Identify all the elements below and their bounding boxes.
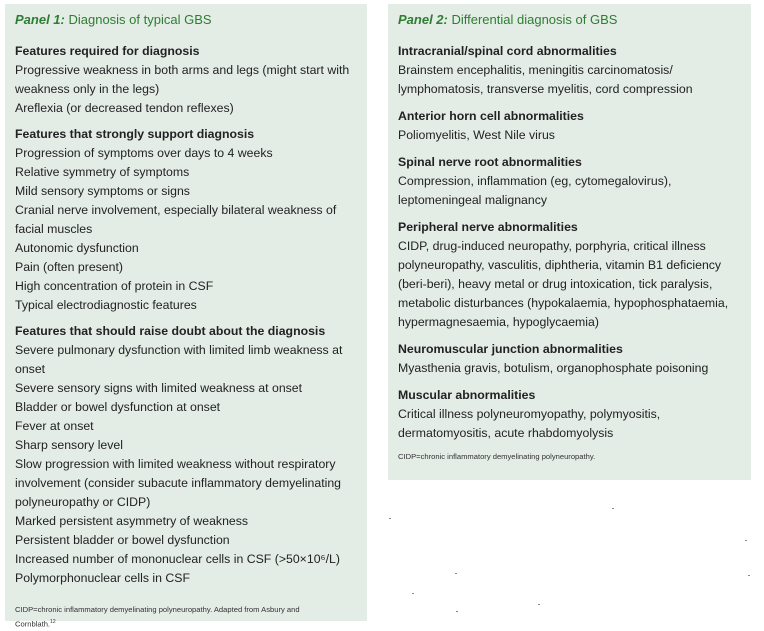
section-line: Myasthenia gravis, botulism, organophosphate poisoning [398,361,709,375]
section-line: Relative symmetry of symptoms [15,165,190,179]
section-line: lymphomatosis, transverse myelitis, cord compression [398,82,693,96]
scan-speck [412,593,414,594]
section-line: CIDP, drug-induced neuropathy, porphyria, critical illness [398,239,706,253]
section-line: Critical illness polyneuromyopathy, polymyositis, [398,407,661,421]
section-line: Persistent bladder or bowel dysfunction [15,533,230,547]
section-line: Autonomic dysfunction [15,241,139,255]
scan-speck [745,540,747,541]
section-line: Sharp sensory level [15,438,123,452]
section-line: Fever at onset [15,419,94,433]
section-line: Polymorphonuclear cells in CSF [15,571,190,585]
section-line: Severe pulmonary dysfunction with limited limb weakness at [15,343,343,357]
scan-speck [748,575,750,576]
section-line: Brainstem encephalitis, meningitis carcinomatosis/ [398,63,673,77]
section [15,42,357,118]
section-line: Typical electrodiagnostic features [15,298,197,312]
section-heading: Intracranial/spinal cord abnormalities [398,44,617,58]
section-line: Slow progression with limited weakness without respiratory [15,457,336,471]
section-line: hypermagnesaemia, hypoglycaemia) [398,315,599,329]
section-line: onset [15,362,46,376]
section-heading: Spinal nerve root abnormalities [398,155,582,169]
section-heading: Neuromuscular junction abnormalities [398,342,623,356]
section-line: facial muscles [15,222,93,236]
scan-speck [538,604,540,605]
section-line: weakness only in the legs) [15,82,160,96]
panel2-title: Panel 2: Differential diagnosis of GBS [398,12,618,27]
section-line: (beri-beri), heavy metal or drug intoxication, tick paralysis, [398,277,713,291]
section-line: Areflexia (or decreased tendon reflexes) [15,101,234,115]
section-line: dermatomyositis, acute rhabdomyolysis [398,426,614,440]
section-line: Mild sensory symptoms or signs [15,184,190,198]
panel2-footnote: CIDP=chronic inflammatory demyelinating polyneuropathy. [398,452,596,461]
section-line: High concentration of protein in CSF [15,279,214,293]
section-line: Progressive weakness in both arms and legs (might start with [15,63,350,77]
section-heading: Peripheral nerve abnormalities [398,220,578,234]
scan-speck [612,508,614,509]
panel-differential-diagnosis-gbs [388,4,751,480]
panel1-title: Panel 1: Diagnosis of typical GBS [15,12,212,27]
section-heading: Anterior horn cell abnormalities [398,109,584,123]
section-line: Bladder or bowel dysfunction at onset [15,400,221,414]
panel-diagnosis-typical-gbs [5,4,367,629]
section-line: Severe sensory signs with limited weakness at onset [15,381,303,395]
panel1-footnote: CIDP=chronic inflammatory demyelinating polyneuropathy. Adapted from Asbury and Cornblath.$^{12}$ [15,605,300,629]
section-line: Progression of symptoms over days to 4 weeks [15,146,273,160]
panel1-sections [15,42,357,588]
section [398,218,741,332]
section [398,386,741,443]
section-heading: Features that strongly support diagnosis [15,127,255,141]
section [15,125,357,315]
panel2-sections [398,42,741,443]
section-line: polyneuropathy or CIDP) [15,495,151,509]
section-line: leptomeningeal malignancy [398,193,548,207]
section-heading: Muscular abnormalities [398,388,536,402]
section [398,340,741,378]
section-line: Marked persistent asymmetry of weakness [15,514,249,528]
section-line: polyneuropathy, vasculitis, diphtheria, vitamin B1 deficiency [398,258,722,272]
section-line: Increased number of mononuclear cells in CSF (>50×10⁶/L) [15,552,340,566]
scan-speck [455,573,457,574]
section-heading: Features that should raise doubt about the diagnosis [15,324,326,338]
section [398,107,741,145]
section [398,42,741,99]
section-line: metabolic disturbances (hypokalaemia, hypophosphataemia, [398,296,729,310]
section [398,153,741,210]
section [15,322,357,588]
section-line: Poliomyelitis, West Nile virus [398,128,555,142]
section-line: Compression, inflammation (eg, cytomegalovirus), [398,174,672,188]
scan-speck [389,518,391,519]
section-heading: Features required for diagnosis [15,44,200,58]
section-line: Pain (often present) [15,260,124,274]
scan-speck [456,611,458,612]
section-line: involvement (consider subacute inflammatory demyelinating [15,476,342,490]
section-line: Cranial nerve involvement, especially bilateral weakness of [15,203,337,217]
